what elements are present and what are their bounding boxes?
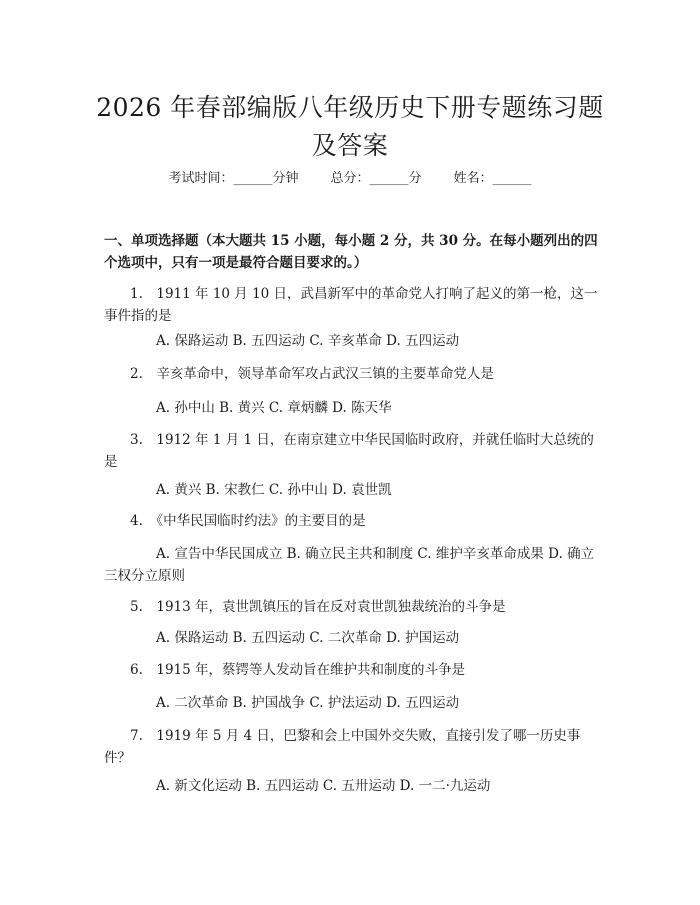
exam-meta (0, 170, 700, 188)
question-5-options: A. 保路运动 B. 五四运动 C. 二次革命 D. 护国运动 (156, 630, 460, 646)
question-2-stem: 2. 辛亥革命中，领导革命军攻占武汉三镇的主要革命党人是 (130, 366, 494, 382)
question-4-stem: 4. 《中华民国临时约法》的主要目的是 (130, 513, 366, 529)
document-title-line1: 2026 年春部编版八年级历史下册专题练习题 (96, 93, 604, 122)
question-6-options: A. 二次革命 B. 护国战争 C. 护法运动 D. 五四运动 (156, 695, 460, 711)
question-7-options: A. 新文化运动 B. 五四运动 C. 五卅运动 D. 一二·九运动 (156, 778, 491, 794)
question-5-stem: 5. 1913 年，袁世凯镇压的旨在反对袁世凯独裁统治的斗争是 (130, 599, 506, 615)
question-3-options: A. 黄兴 B. 宋教仁 C. 孙中山 D. 袁世凯 (156, 482, 392, 498)
question-3-stem: 3. 1912 年 1 月 1 日，在南京建立中华民国临时政府，并就任临时大总统的是 (104, 432, 594, 470)
question-7-stem: 7. 1919 年 5 月 4 日，巴黎和会上中国外交失败，直接引发了哪一历史事件？ (104, 728, 581, 766)
name-field: 姓名：______ (453, 171, 532, 186)
question-2-options: A. 孙中山 B. 黄兴 C. 章炳麟 D. 陈天华 (156, 400, 392, 416)
question-1-stem: 1. 1911 年 10 月 10 日，武昌新军中的革命党人打响了起义的第一枪，这一事件指的是 (104, 286, 598, 324)
question-6-stem: 6. 1915 年，蔡锷等人发动旨在维护共和制度的斗争是 (130, 662, 466, 678)
question-4-options: A. 宣告中华民国成立 B. 确立民主共和制度 C. 维护辛亥革命成果 D. 确立三权分立原则 (104, 546, 595, 584)
exam-time-field: 考试时间：______分钟 (168, 171, 299, 186)
document-title-line2: 及答案 (311, 131, 389, 160)
section-heading: 一、单项选择题（本大题共 15 小题，每小题 2 分，共 30 分。在每小题列出的四个选项中，只有一项是最符合题目要求的。） (104, 233, 598, 271)
total-score-field: 总分：______分 (330, 171, 422, 186)
question-1-options: A. 保路运动 B. 五四运动 C. 辛亥革命 D. 五四运动 (156, 333, 460, 349)
